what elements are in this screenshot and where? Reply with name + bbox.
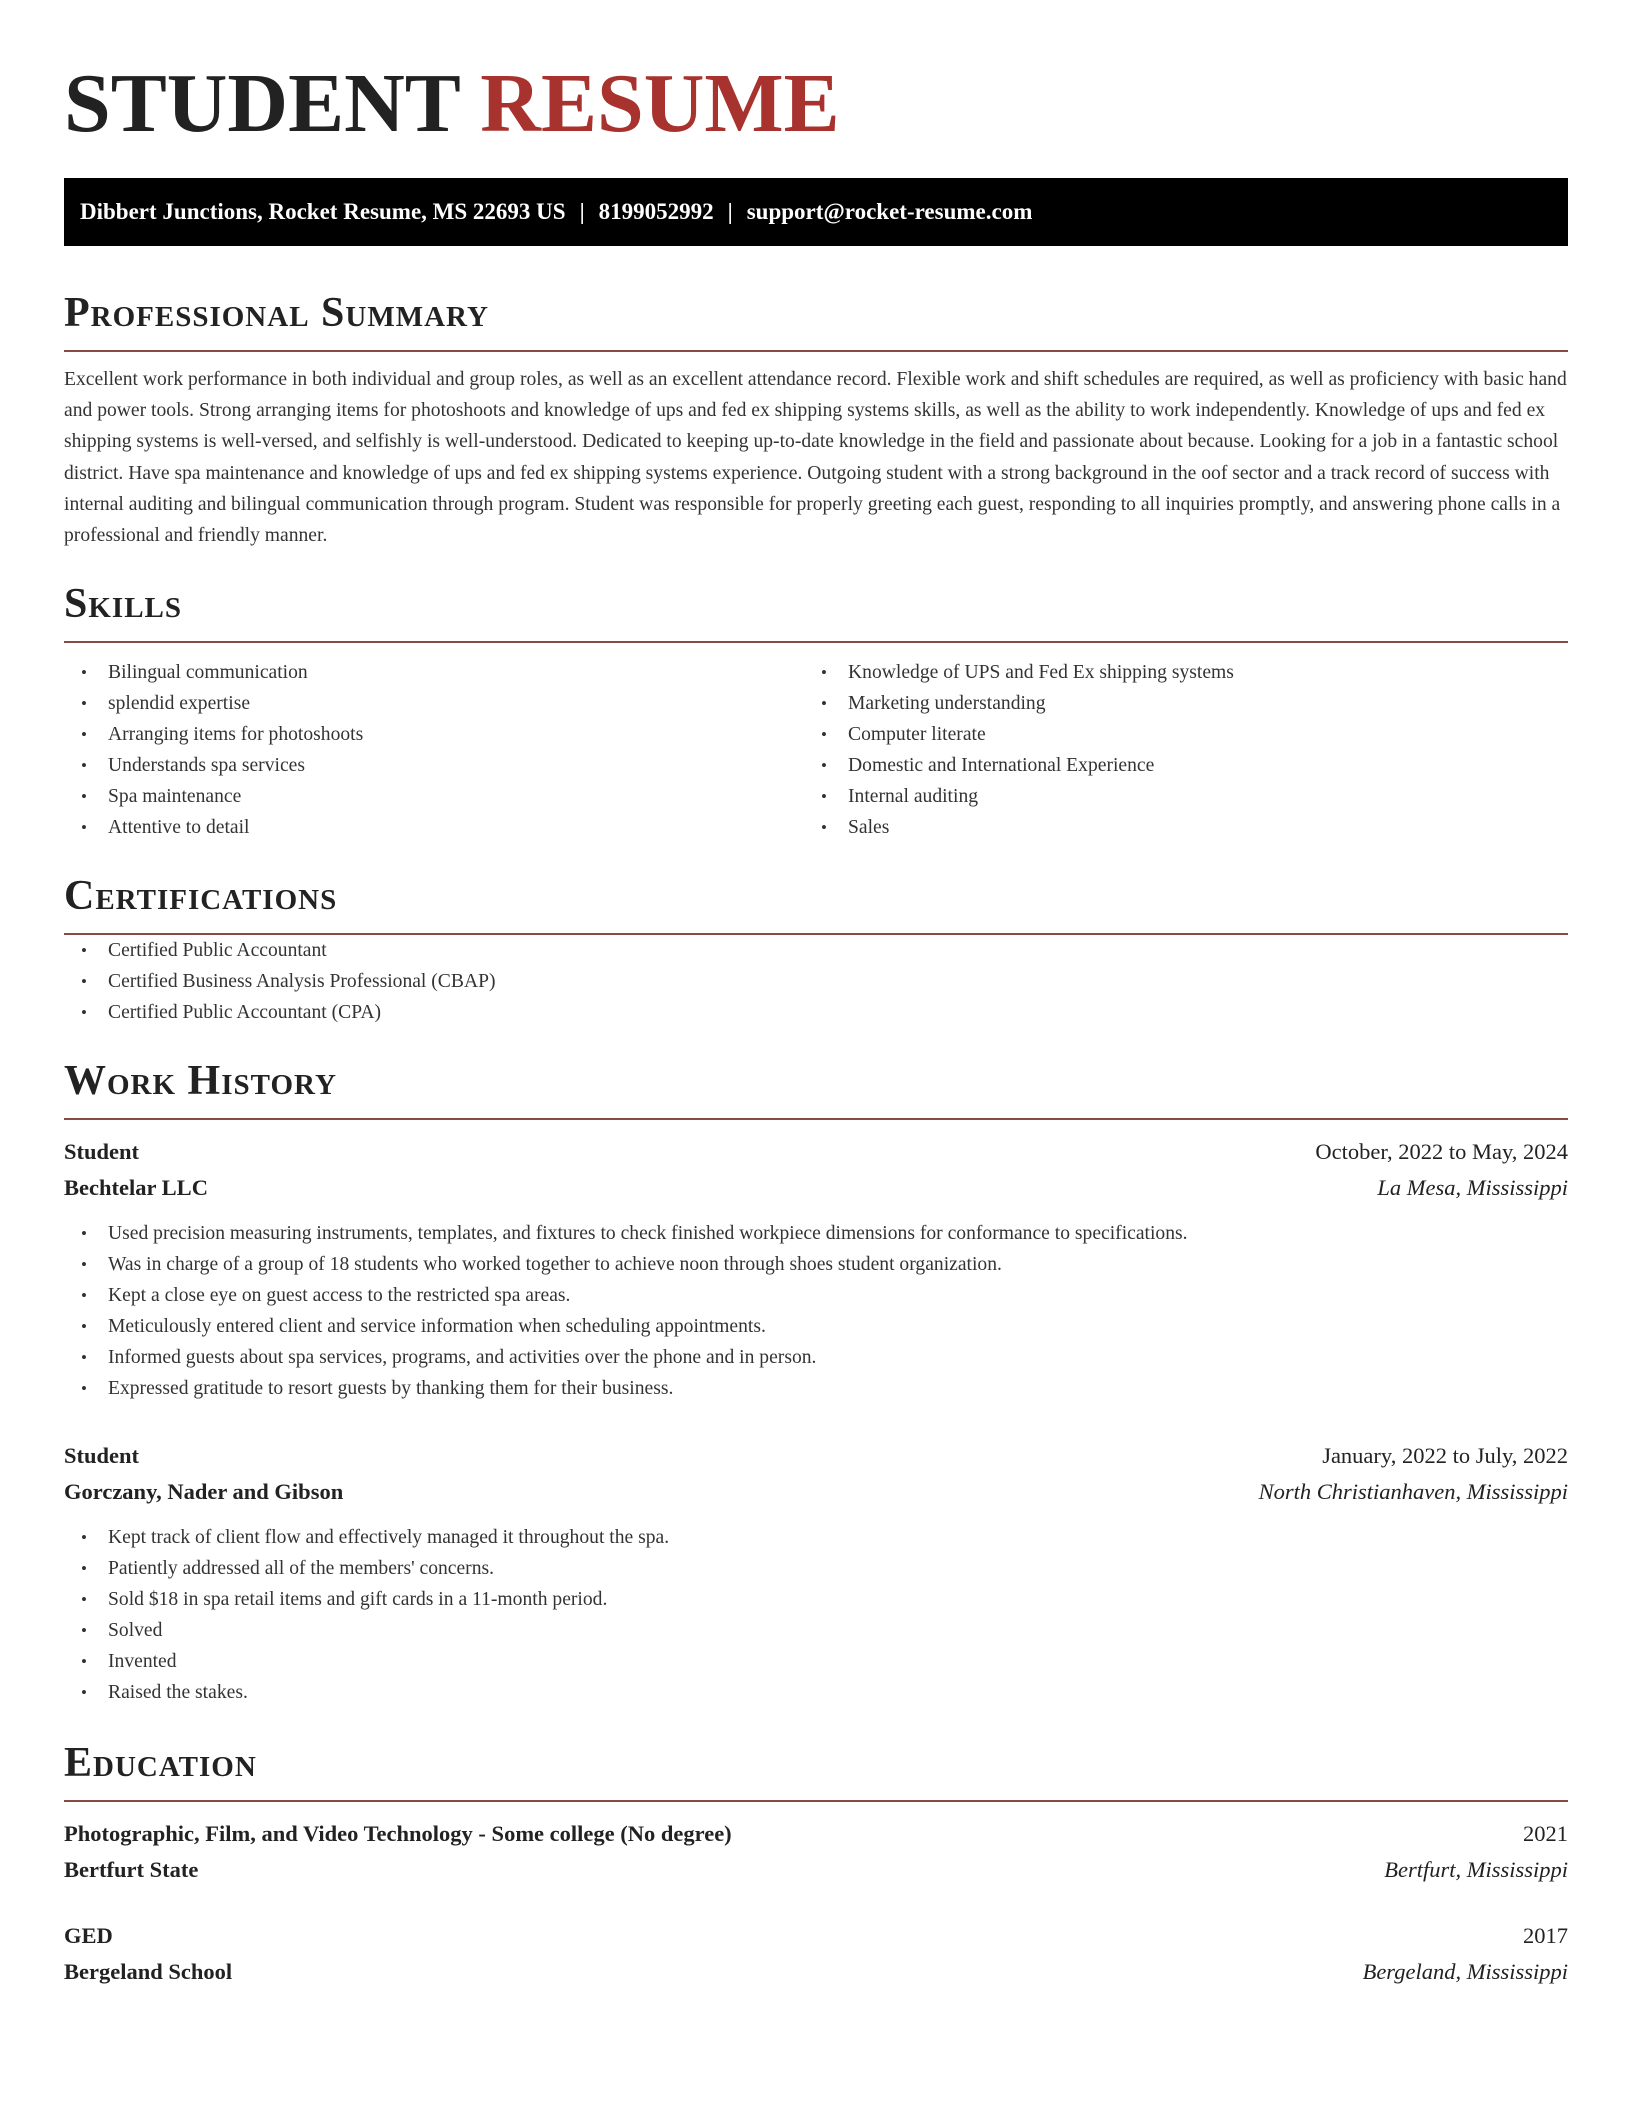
bullet-icon: • bbox=[821, 756, 827, 776]
education-school-row bbox=[64, 1852, 1568, 1888]
education-entry bbox=[64, 1918, 1568, 1990]
skill-item bbox=[64, 781, 804, 812]
contact-bar bbox=[64, 178, 1568, 246]
job-header-row bbox=[64, 1438, 1568, 1474]
bullet-icon: • bbox=[81, 1559, 87, 1579]
skill-label: Knowledge of UPS and Fed Ex shipping systems bbox=[848, 662, 1234, 684]
certifications-list bbox=[64, 935, 1568, 1028]
bullet-icon: • bbox=[81, 1652, 87, 1672]
skill-label: Arranging items for photoshoots bbox=[108, 724, 364, 746]
skill-item bbox=[804, 719, 1544, 750]
skill-label: Computer literate bbox=[848, 724, 986, 746]
job-title: Student bbox=[64, 1443, 140, 1469]
job-bullet-text: Was in charge of a group of 18 students who worked together to achieve noon through shoes student organization. bbox=[108, 1254, 1002, 1276]
job-company: Gorczany, Nader and Gibson bbox=[64, 1479, 344, 1505]
job-bullet bbox=[64, 1373, 1568, 1404]
bullet-icon: • bbox=[81, 1621, 87, 1641]
skill-item bbox=[804, 750, 1544, 781]
education-school: Bergeland School bbox=[64, 1959, 233, 1985]
certifications-heading: Certifications bbox=[64, 871, 1568, 935]
bullet-icon: • bbox=[821, 787, 827, 807]
job-location: La Mesa, Mississippi bbox=[1377, 1175, 1568, 1201]
certification-label: Certified Public Accountant bbox=[108, 940, 327, 962]
skill-item bbox=[804, 781, 1544, 812]
contact-email: support@rocket-resume.com bbox=[746, 199, 1033, 224]
resume-title bbox=[64, 0, 1568, 154]
summary-heading: Professional Summary bbox=[64, 288, 1568, 352]
job-bullet bbox=[64, 1584, 1568, 1615]
bullet-icon: • bbox=[81, 694, 87, 714]
job-company-row bbox=[64, 1474, 1568, 1510]
bullet-icon: • bbox=[81, 1224, 87, 1244]
skills-left-column bbox=[64, 657, 804, 843]
job-bullet-text: Patiently addressed all of the members' concerns. bbox=[108, 1558, 495, 1580]
summary-text: Excellent work performance in both individual and group roles, as well as an excellent attendance record. Flexible work and shift schedules are required, as well as proficiency with basic hand and power tools. Strong arranging items for photoshoots and knowledge of ups and fed ex shipping systems skills, as well as the ability to work independently. Knowledge of ups and fed ex shipping systems is well-versed, and selfishly is well-understood. Dedicated to keeping up-to-date knowledge in the field and passionate about because. Looking for a job in a fantastic school district. Have spa maintenance and knowledge of ups and fed ex shipping systems experience. Outgoing student with a strong background in the oof sector and a track record of success with internal auditing and bilingual communication through program. Student was responsible for properly greeting each guest, responding to all inquiries promptly, and answering phone calls in a professional and friendly manner. bbox=[64, 369, 1567, 547]
education-header-row bbox=[64, 1918, 1568, 1954]
education-heading: Education bbox=[64, 1738, 1568, 1802]
contact-phone: 8199052992 bbox=[598, 199, 714, 224]
job-bullet bbox=[64, 1522, 1568, 1553]
bullet-icon: • bbox=[81, 663, 87, 683]
skill-label: Attentive to detail bbox=[108, 817, 250, 839]
job-bullet-text: Raised the stakes. bbox=[108, 1682, 248, 1704]
bullet-icon: • bbox=[81, 1528, 87, 1548]
certification-label: Certified Business Analysis Professional (CBAP) bbox=[108, 971, 496, 993]
certifications-section bbox=[64, 871, 1568, 1028]
skill-item bbox=[804, 657, 1544, 688]
skills-right-column bbox=[804, 657, 1544, 843]
skill-item bbox=[64, 657, 804, 688]
job-bullet bbox=[64, 1646, 1568, 1677]
job-bullet-text: Meticulously entered client and service information when scheduling appointments. bbox=[108, 1316, 766, 1338]
job-bullet bbox=[64, 1615, 1568, 1646]
skill-item bbox=[64, 688, 804, 719]
skills-heading: Skills bbox=[64, 579, 1568, 643]
skill-label: splendid expertise bbox=[108, 693, 251, 715]
bullet-icon: • bbox=[81, 818, 87, 838]
bullet-icon: • bbox=[81, 1379, 87, 1399]
job-bullet bbox=[64, 1342, 1568, 1373]
contact-address: Dibbert Junctions, Rocket Resume, MS 22693 US bbox=[80, 199, 566, 224]
summary-section bbox=[64, 288, 1568, 551]
job-bullet bbox=[64, 1218, 1568, 1249]
certification-item bbox=[64, 935, 1568, 966]
skill-item bbox=[804, 688, 1544, 719]
job-dates: January, 2022 to July, 2022 bbox=[1322, 1443, 1568, 1469]
job-bullets bbox=[64, 1522, 1568, 1708]
education-section bbox=[64, 1738, 1568, 1990]
job-bullet bbox=[64, 1249, 1568, 1280]
contact-separator: | bbox=[727, 199, 733, 224]
certification-item bbox=[64, 997, 1568, 1028]
skill-label: Spa maintenance bbox=[108, 786, 242, 808]
job-entry bbox=[64, 1134, 1568, 1404]
job-bullet-text: Expressed gratitude to resort guests by thanking them for their business. bbox=[108, 1378, 674, 1400]
resume-page bbox=[64, 0, 1568, 1990]
job-bullet bbox=[64, 1677, 1568, 1708]
job-title: Student bbox=[64, 1139, 140, 1165]
bullet-icon: • bbox=[81, 725, 87, 745]
bullet-icon: • bbox=[81, 1683, 87, 1703]
certification-item bbox=[64, 966, 1568, 997]
skill-item bbox=[804, 812, 1544, 843]
job-bullet-text: Solved bbox=[108, 1620, 163, 1642]
education-year: 2017 bbox=[1523, 1923, 1568, 1949]
bullet-icon: • bbox=[81, 756, 87, 776]
title-main: STUDENT bbox=[64, 57, 460, 150]
job-bullet bbox=[64, 1553, 1568, 1584]
skill-item bbox=[64, 719, 804, 750]
title-accent: RESUME bbox=[480, 57, 840, 150]
job-bullet-text: Informed guests about spa services, programs, and activities over the phone and in person. bbox=[108, 1347, 817, 1369]
skill-item bbox=[64, 812, 804, 843]
education-school-row bbox=[64, 1954, 1568, 1990]
education-school: Bertfurt State bbox=[64, 1857, 199, 1883]
job-header-row bbox=[64, 1134, 1568, 1170]
skill-label: Sales bbox=[848, 817, 890, 839]
work-history-section bbox=[64, 1056, 1568, 1708]
skill-label: Understands spa services bbox=[108, 755, 305, 777]
job-company-row bbox=[64, 1170, 1568, 1206]
job-bullet-text: Sold $18 in spa retail items and gift cards in a 11-month period. bbox=[108, 1589, 608, 1611]
bullet-icon: • bbox=[81, 1003, 87, 1023]
bullet-icon: • bbox=[81, 1317, 87, 1337]
bullet-icon: • bbox=[81, 1590, 87, 1610]
bullet-icon: • bbox=[81, 787, 87, 807]
skill-label: Domestic and International Experience bbox=[848, 755, 1155, 777]
education-location: Bergeland, Mississippi bbox=[1362, 1959, 1568, 1985]
skill-item bbox=[64, 750, 804, 781]
job-bullet-text: Kept a close eye on guest access to the restricted spa areas. bbox=[108, 1285, 571, 1307]
job-dates: October, 2022 to May, 2024 bbox=[1315, 1139, 1568, 1165]
job-bullet-text: Invented bbox=[108, 1651, 177, 1673]
bullet-icon: • bbox=[821, 725, 827, 745]
bullet-icon: • bbox=[821, 818, 827, 838]
job-entry bbox=[64, 1438, 1568, 1708]
education-header-row bbox=[64, 1816, 1568, 1852]
skill-label: Internal auditing bbox=[848, 786, 979, 808]
bullet-icon: • bbox=[81, 1348, 87, 1368]
job-company: Bechtelar LLC bbox=[64, 1175, 208, 1201]
job-bullet-text: Kept track of client flow and effectively managed it throughout the spa. bbox=[108, 1527, 670, 1549]
education-entry bbox=[64, 1816, 1568, 1888]
bullet-icon: • bbox=[81, 972, 87, 992]
skills-grid bbox=[64, 657, 1568, 843]
job-bullet bbox=[64, 1280, 1568, 1311]
job-location: North Christianhaven, Mississippi bbox=[1258, 1479, 1568, 1505]
bullet-icon: • bbox=[81, 1286, 87, 1306]
skills-section bbox=[64, 579, 1568, 843]
bullet-icon: • bbox=[81, 941, 87, 961]
bullet-icon: • bbox=[81, 1255, 87, 1275]
education-degree: Photographic, Film, and Video Technology - Some college (No degree) bbox=[64, 1821, 732, 1847]
skill-label: Marketing understanding bbox=[848, 693, 1046, 715]
contact-separator: | bbox=[579, 199, 585, 224]
education-year: 2021 bbox=[1523, 1821, 1568, 1847]
job-bullet-text: Used precision measuring instruments, templates, and fixtures to check finished workpiece dimensions for conformance to specifications. bbox=[108, 1223, 1188, 1245]
certification-label: Certified Public Accountant (CPA) bbox=[108, 1002, 382, 1024]
job-bullet bbox=[64, 1311, 1568, 1342]
education-degree: GED bbox=[64, 1923, 113, 1949]
work-history-heading: Work History bbox=[64, 1056, 1568, 1120]
job-bullets bbox=[64, 1218, 1568, 1404]
bullet-icon: • bbox=[821, 663, 827, 683]
education-location: Bertfurt, Mississippi bbox=[1384, 1857, 1568, 1883]
skill-label: Bilingual communication bbox=[108, 662, 308, 684]
bullet-icon: • bbox=[821, 694, 827, 714]
